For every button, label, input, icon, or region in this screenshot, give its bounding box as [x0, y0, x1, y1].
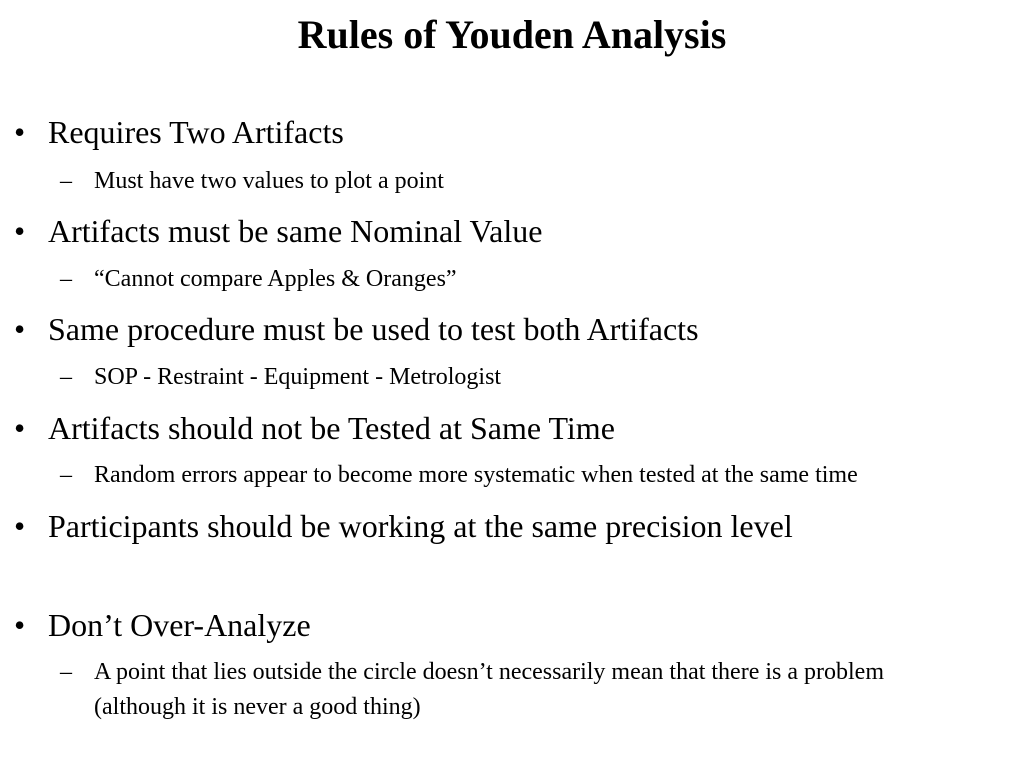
- dash-icon: –: [60, 266, 72, 292]
- bullet-item-6: [14, 606, 311, 644]
- bullet-icon: •: [14, 213, 26, 249]
- sub-item-text: Random errors appear to become more systematic when tested at the same time: [94, 462, 858, 488]
- bullet-text: Artifacts should not be Tested at Same Time: [48, 410, 615, 446]
- bullet-item-1: [14, 113, 344, 151]
- bullet-text: Participants should be working at the same precision level: [48, 508, 793, 544]
- sub-item-1: [60, 164, 940, 199]
- bullet-text: Artifacts must be same Nominal Value: [48, 213, 543, 249]
- sub-item-2: [60, 262, 940, 297]
- bullet-icon: •: [14, 114, 26, 150]
- sub-item-text: A point that lies outside the circle doesn’t necessarily mean that there is a problem (although it is never a good thing): [94, 659, 884, 720]
- dash-icon: –: [60, 462, 72, 488]
- sub-item-3: [60, 360, 940, 395]
- sub-item-text: SOP - Restraint - Equipment - Metrologist: [94, 364, 502, 390]
- bullet-icon: •: [14, 311, 26, 347]
- sub-item-text: Must have two values to plot a point: [94, 168, 444, 194]
- bullet-text: Don’t Over-Analyze: [48, 607, 311, 643]
- slide-title: Rules of Youden Analysis: [297, 12, 727, 57]
- dash-icon: –: [60, 364, 72, 390]
- sub-item-6: [60, 655, 940, 725]
- bullet-icon: •: [14, 607, 26, 643]
- bullet-text: Same procedure must be used to test both Artifacts: [48, 311, 699, 347]
- bullet-item-2: [14, 212, 542, 250]
- sub-item-text: “Cannot compare Apples & Oranges”: [94, 266, 457, 292]
- dash-icon: –: [60, 659, 72, 685]
- bullet-item-3: [14, 310, 699, 348]
- bullet-item-5: [14, 507, 793, 545]
- bullet-text: Requires Two Artifacts: [48, 114, 344, 150]
- bullet-icon: •: [14, 508, 26, 544]
- sub-item-4: [60, 458, 1010, 493]
- bullet-icon: •: [14, 410, 26, 446]
- bullet-item-4: [14, 409, 615, 447]
- dash-icon: –: [60, 168, 72, 194]
